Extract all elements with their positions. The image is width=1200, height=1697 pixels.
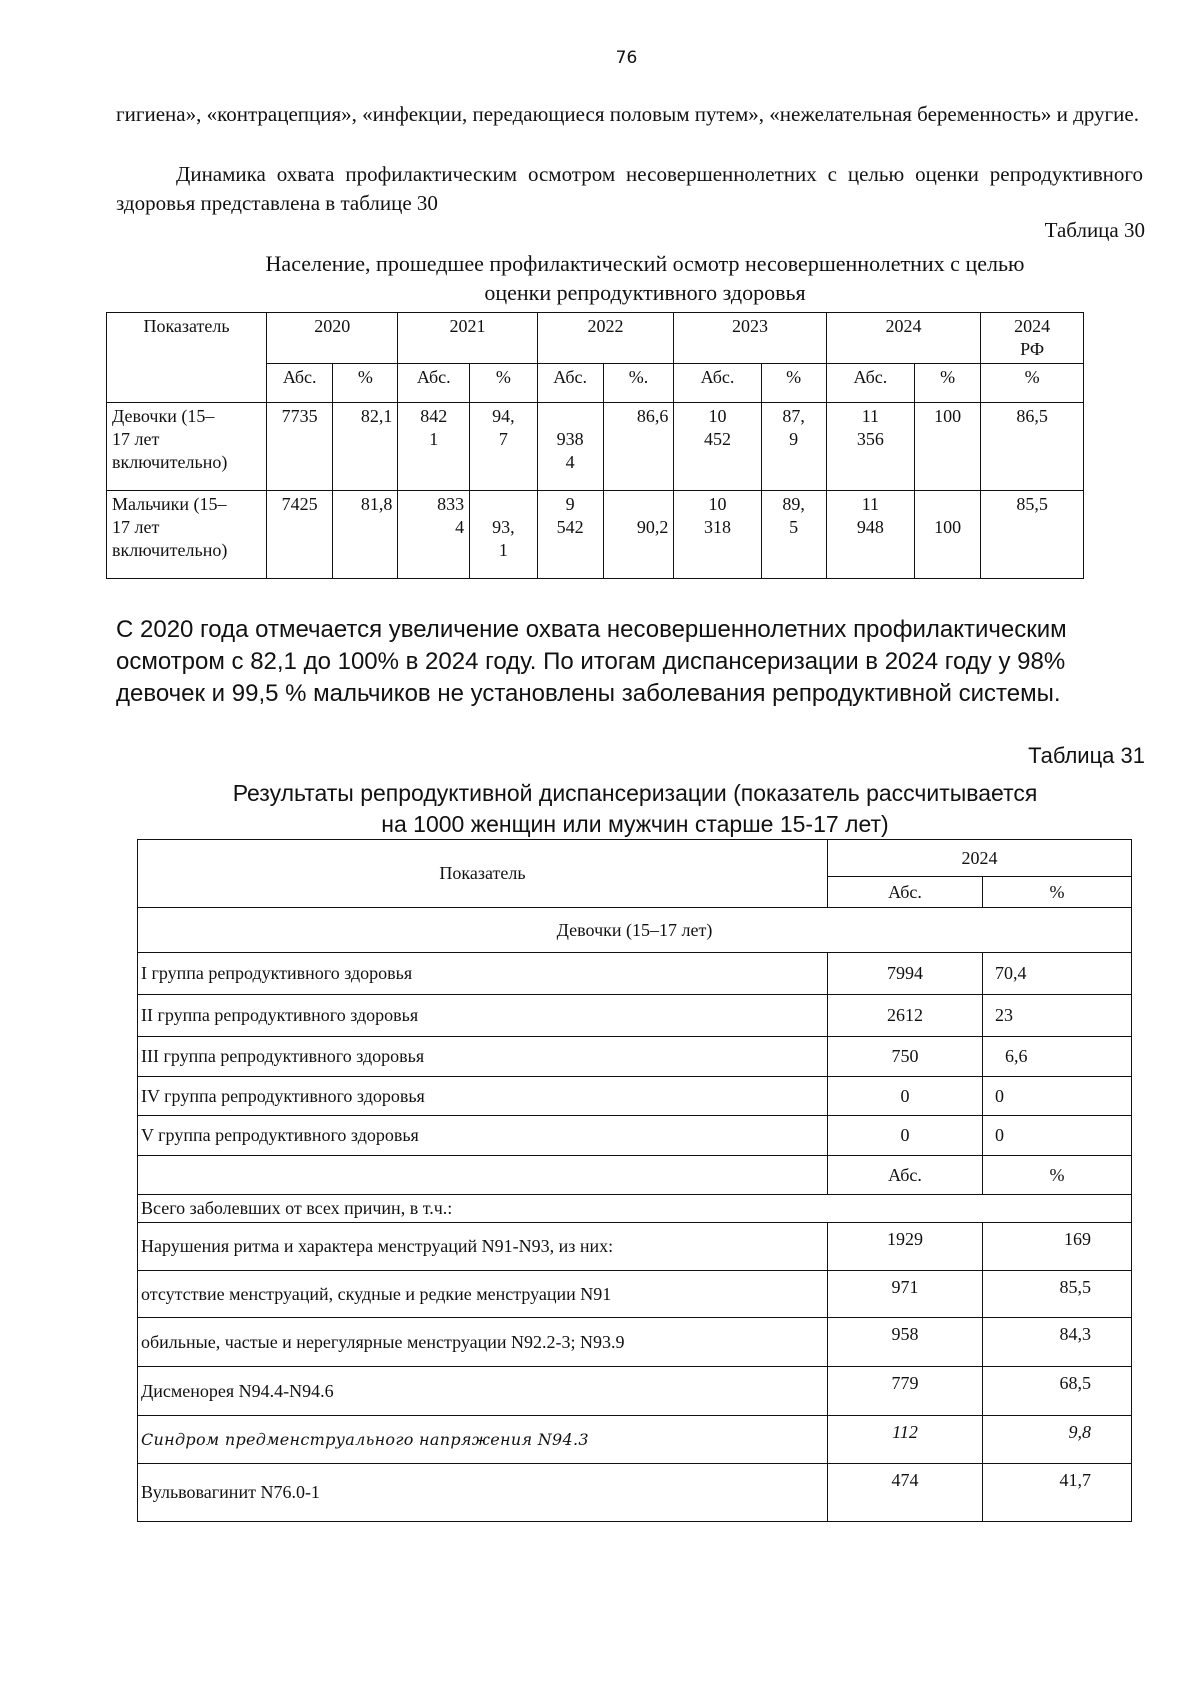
table-31-row [138,1037,1132,1077]
table-30-cell [398,403,470,491]
table-30-cell [398,491,470,579]
table-31-row [138,1367,1132,1416]
table-31 [137,839,1132,1522]
cell-line: 10 [708,494,727,514]
page-number: 76 [615,48,638,68]
cell-line: 542 [556,517,584,537]
table-30-year: 2024 [826,313,981,364]
table-30-sub-abs: Абс. [674,364,761,403]
table-30-cell [674,403,761,491]
table-31-sub-abs: Абс. [828,877,983,908]
table-30-cell [537,491,603,579]
table-30-sub-abs: Абс. [826,364,914,403]
table-31-abs: 0 [828,1077,983,1116]
table-31-abs: 958 [828,1318,983,1367]
table-31-pct: 9,8 [983,1416,1132,1464]
table-30-year: 2021 [398,313,537,364]
table-30-cell [537,403,603,491]
cell-line: 318 [703,517,731,537]
table-31-pct: 169 [983,1223,1132,1271]
cell-line: 833 [437,494,465,514]
table-30-rf-label: РФ [1020,339,1045,359]
table-30-rf-header [981,313,1084,364]
table-30-caption-line-1: Население, прошедшее профилактический осмотр несовершеннолетних с целью [265,251,1025,276]
table-31-row [138,995,1132,1037]
table-30-caption-line-2: оценки репродуктивного здоровья [484,280,806,305]
cell-line: 938 [556,429,584,449]
table-30-row-label [107,491,267,579]
cell-line: 7 [498,429,508,449]
table-31-total-row [138,1195,1132,1223]
table-30-cell [674,491,761,579]
table-31-abs: 971 [828,1271,983,1318]
table-31-row [138,953,1132,995]
table-30-cell: 7425 [267,491,333,579]
table-30-year: 2023 [674,313,826,364]
table-31-total-label: Всего заболевших от всех причин, в т.ч.: [138,1195,1132,1223]
table-30-year-row [107,313,1084,364]
table-31-abs: 474 [828,1464,983,1522]
table-30-row-boys [107,491,1084,579]
table-31-row-label: V группа репродуктивного здоровья [138,1116,828,1156]
cell-line: 87, [782,406,805,426]
cell-line: 9 [565,494,575,514]
table-30-caption [150,249,1140,307]
table-30-sub-pct: % [761,364,826,403]
table-31-row-label: Нарушения ритма и характера менструаций N91-N93, из них: [138,1223,828,1271]
table-31-pct: 23 [983,995,1132,1037]
table-31-pct: 68,5 [983,1367,1132,1416]
table-31-pct: 41,7 [983,1464,1132,1522]
table-31-pct: 6,6 [983,1037,1132,1077]
cell-line: 4 [565,452,575,472]
table-30-label: Таблица 30 [1044,218,1145,242]
table-30-cell: 81,8 [333,491,398,579]
table-30-cell [761,491,826,579]
paragraph-dynamics: Динамика охвата профилактическим осмотром несовершеннолетних с целью оценки репродуктивного здоровья представлена в таблице 30 [116,162,1143,215]
table-30-sub-pct: % [915,364,981,403]
table-31-row-label: Синдром предменструального напряжения N94.3 [138,1416,828,1464]
paragraph-intro: гигиена», «контрацепция», «инфекции, передающиеся половым путем», «нежелательная беременность» и другие. [116,102,1139,126]
table-30-cell [826,403,914,491]
table-31-abs: 7994 [828,953,983,995]
table-31-row-label: II группа репродуктивного здоровья [138,995,828,1037]
cell-line: 11 [861,406,880,426]
table-31-row-label: III группа репродуктивного здоровья [138,1037,828,1077]
cell-line: 1 [498,540,508,560]
table-30 [106,312,1084,579]
cell-line: 4 [455,517,465,537]
table-31-mid-header-row [138,1156,1132,1195]
table-30-cell [470,403,537,491]
cell-line: 10 [708,406,727,426]
table-31-pct: 70,4 [983,953,1132,995]
table-30-sub-pct: % [470,364,537,403]
table-31-section-row [138,908,1132,953]
table-31-row [138,1416,1132,1464]
table-30-sub-abs: Абс. [267,364,333,403]
cell-line: 89, [782,494,805,514]
table-30-cell: 86,5 [981,403,1084,491]
table-31-header-indicator: Показатель [138,840,828,908]
table-30-sub-abs: Абс. [398,364,470,403]
table-30-cell: 86,6 [603,403,674,491]
table-30-row-girls [107,403,1084,491]
table-30-cell [761,403,826,491]
table-31-abs: 2612 [828,995,983,1037]
cell-line: 356 [856,429,884,449]
cell-line: 94, [492,406,515,426]
table-30-sub-abs: Абс. [537,364,603,403]
cell-line: 5 [789,517,799,537]
table-30-cell: 82,1 [333,403,398,491]
table-31-row [138,1318,1132,1367]
table-31-caption [170,778,1100,840]
table-30-cell: 90,2 [603,491,674,579]
paragraph-summary: С 2020 года отмечается увеличение охвата несовершеннолетних профилактическим осмотром с 82,1 до 100% в 2024 году. По итогам диспансеризации в 2024 году у 98% девочек и 99,5 % мальчиков не установлены заболевания репродуктивной системы. [116,616,1067,707]
table-30-sub-pct: % [981,364,1084,403]
table-31-mid-pct: % [983,1156,1132,1195]
row-label-line: включительно) [112,540,228,560]
table-31-abs: 112 [828,1416,983,1464]
table-31-pct: 85,5 [983,1271,1132,1318]
table-31-header-year: 2024 [828,840,1132,877]
table-31-row-label: отсутствие менструаций, скудные и редкие менструации N91 [138,1271,828,1318]
table-31-sub-pct: % [983,877,1132,908]
table-30-sub-pct: % [333,364,398,403]
table-31-row-label: Вульвовагинит N76.0-1 [138,1464,828,1522]
cell-line: 452 [703,429,731,449]
cell-line: 11 [861,494,880,514]
table-30-cell: 85,5 [981,491,1084,579]
table-31-row-label: Дисменорея N94.4-N94.6 [138,1367,828,1416]
row-label-line: Мальчики (15– [112,494,227,514]
row-label-line: 17 лет [112,429,160,449]
table-31-abs: 1929 [828,1223,983,1271]
table-31-empty-cell [138,1156,828,1195]
table-31-row [138,1271,1132,1318]
table-31-abs: 779 [828,1367,983,1416]
table-31-caption-line-2: на 1000 женщин или мужчин старше 15-17 лет) [381,811,889,837]
table-30-cell: 100 [915,491,981,579]
table-31-header-row [138,840,1132,877]
table-30-year: 2022 [537,313,674,364]
table-31-row-label: обильные, частые и нерегулярные менструации N92.2-3; N93.9 [138,1318,828,1367]
table-31-row [138,1464,1132,1522]
table-31-row [138,1116,1132,1156]
row-label-line: включительно) [112,452,228,472]
table-31-pct: 0 [983,1077,1132,1116]
table-31-abs: 750 [828,1037,983,1077]
table-30-sub-pct: %. [603,364,674,403]
table-30-header-indicator: Показатель [107,313,267,403]
cell-line: 9 [789,429,799,449]
table-31-row-label: I группа репродуктивного здоровья [138,953,828,995]
row-label-line: 17 лет [112,517,160,537]
cell-line: 1 [429,429,439,449]
table-31-row [138,1223,1132,1271]
table-30-year: 2020 [267,313,398,364]
table-30-cell: 7735 [267,403,333,491]
table-31-mid-abs: Абс. [828,1156,983,1195]
table-30-cell [470,491,537,579]
table-31-caption-line-1: Результаты репродуктивной диспансеризации (показатель рассчитывается [232,780,1038,806]
table-30-cell: 100 [915,403,981,491]
cell-line: 948 [856,517,884,537]
table-31-row-label: IV группа репродуктивного здоровья [138,1077,828,1116]
cell-line: 842 [420,406,448,426]
table-31-abs: 0 [828,1116,983,1156]
cell-line: 93, [492,517,515,537]
table-30-cell [826,491,914,579]
table-31-pct: 84,3 [983,1318,1132,1367]
table-30-row-label [107,403,267,491]
row-label-line: Девочки (15– [112,406,215,426]
table-31-row [138,1077,1132,1116]
table-31-pct: 0 [983,1116,1132,1156]
table-31-section-girls: Девочки (15–17 лет) [138,908,1132,953]
table-30-rf-year: 2024 [1014,316,1051,336]
table-31-label: Таблица 31 [1028,743,1145,768]
